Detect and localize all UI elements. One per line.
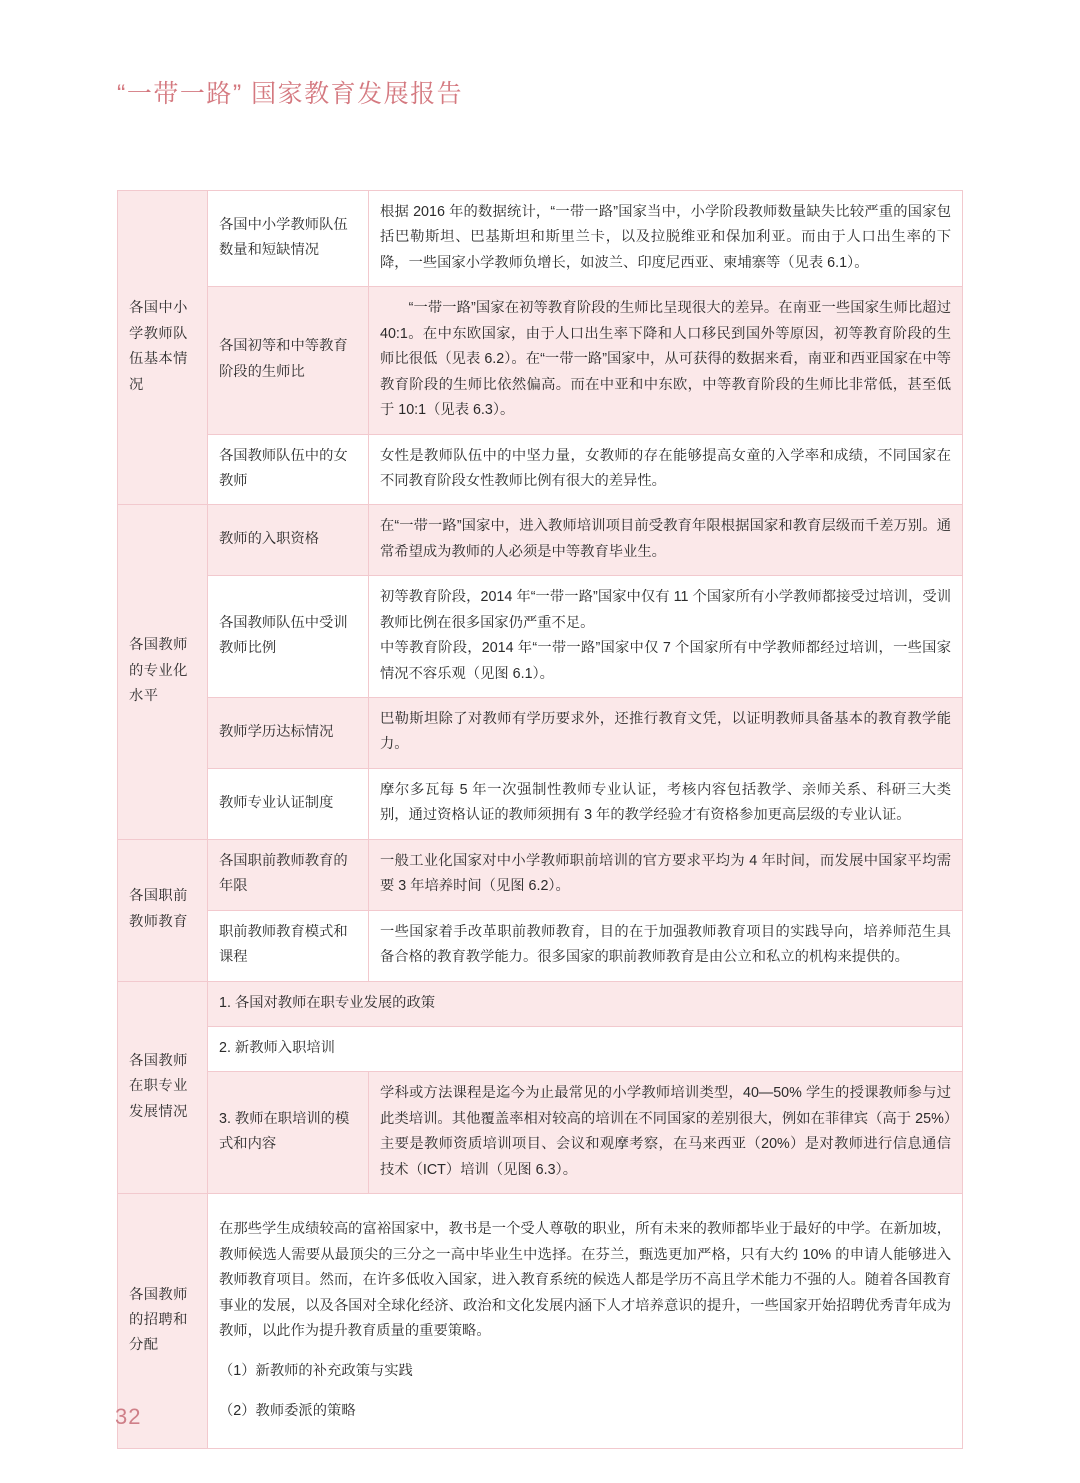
cell-subtopic: 各国教师队伍中的女教师 — [208, 434, 369, 505]
body-paragraph: 初等教育阶段，2014 年“一带一路”国家中仅有 11 个国家所有小学教师都接受过培训，受训教师比例在很多国家仍严重不足。 — [380, 589, 951, 631]
table-row — [118, 191, 963, 287]
table-row — [118, 698, 963, 769]
teacher-overview-table — [117, 190, 963, 1449]
body-paragraph: 在“一带一路”国家中，进入教师培训项目前受教育年限根据国家和教育层级而千差万别。通常希望成为教师的人必须是中等教育毕业生。 — [380, 518, 951, 560]
table-row — [118, 910, 963, 981]
cell-subtopic: 3. 教师在职培训的模式和内容 — [208, 1072, 369, 1194]
table-row — [118, 505, 963, 576]
cell-body — [369, 434, 963, 505]
cell-body — [369, 768, 963, 839]
body-paragraph: 女性是教师队伍中的中坚力量，女教师的存在能够提高女童的入学率和成绩，不同国家在不同教育阶段女性教师比例有很大的差异性。 — [380, 447, 951, 489]
cell-subtopic: 各国初等和中等教育阶段的生师比 — [208, 287, 369, 434]
cell-subtopic: 各国职前教师教育的年限 — [208, 839, 369, 910]
body-paragraph: 一般工业化国家对中小学教师职前培训的官方要求平均为 4 年时间，而发展中国家平均需要 3 年培养时间（见图 6.2）。 — [380, 852, 951, 895]
category-label: 各国中小学教师队伍基本情况 — [118, 191, 208, 505]
table-row — [118, 287, 963, 434]
table-row — [118, 1072, 963, 1194]
page-number: 32 — [115, 1404, 142, 1429]
table-row — [118, 1026, 963, 1071]
cell-body — [369, 839, 963, 910]
cell-subtopic: 各国教师队伍中受训教师比例 — [208, 576, 369, 698]
cell-body — [369, 910, 963, 981]
body-paragraph: “一带一路”国家在初等教育阶段的生师比呈现很大的差异。在南亚一些国家生师比超过 40:1。在中东欧国家，由于人口出生率下降和人口移民到国外等原因，初等教育阶段的生师比很低（见表 6.2）。在“一带一路”国家中，从可获得的数据来看，南亚和西亚国家在中等教育阶段的生师比依然偏高。而在中亚和中东欧，中等教育阶段的生师比非常低，甚至低于 10:1（见表 6.3）。 — [380, 300, 951, 419]
body-paragraph: （1）新教师的补充政策与实践 — [219, 1362, 413, 1379]
cell-list-item: 1. 各国对教师在职专业发展的政策 — [208, 981, 963, 1026]
category-label: 各国教师的招聘和分配 — [118, 1194, 208, 1449]
category-label: 各国教师的专业化水平 — [118, 505, 208, 839]
category-label: 各国教师在职专业发展情况 — [118, 981, 208, 1194]
body-paragraph: 一些国家着手改革职前教师教育，目的在于加强教师教育项目的实践导向，培养师范生具备合格的教育教学能力。很多国家的职前教师教育是由公立和私立的机构来提供的。 — [380, 923, 951, 966]
cell-body — [369, 287, 963, 434]
body-paragraph: 中等教育阶段，2014 年“一带一路”国家中仅 7 个国家所有中学教师都经过培训，一些国家情况不容乐观（见图 6.1）。 — [380, 640, 951, 682]
cell-subtopic: 职前教师教育模式和课程 — [208, 910, 369, 981]
body-paragraph: （2）教师委派的策略 — [219, 1402, 356, 1419]
cell-list-item: 2. 新教师入职培训 — [208, 1026, 963, 1071]
cell-subtopic: 教师专业认证制度 — [208, 768, 369, 839]
category-label: 各国职前教师教育 — [118, 839, 208, 981]
cell-body — [369, 1072, 963, 1194]
table-row — [118, 839, 963, 910]
cell-body — [369, 191, 963, 287]
body-paragraph: 巴勒斯坦除了对教师有学历要求外，还推行教育文凭，以证明教师具备基本的教育教学能力。 — [380, 711, 951, 753]
report-table-wrapper — [117, 190, 962, 1449]
cell-body — [208, 1194, 963, 1449]
table-row — [118, 434, 963, 505]
body-paragraph: 摩尔多瓦每 5 年一次强制性教师专业认证，考核内容包括教学、亲师关系、科研三大类别，通过资格认证的教师须拥有 3 年的教学经验才有资格参加更高层级的专业认证。 — [380, 781, 951, 824]
body-paragraph: 学科或方法课程是迄今为止最常见的小学教师培训类型，40—50% 学生的授课教师参与过此类培训。其他覆盖率相对较高的培训在不同国家的差别很大，例如在菲律宾（高于 25%）主要是教师资质培训项目、会议和观摩考察，在马来西亚（20%）是对教师进行信息通信技术（ICT）培训（见图 6.3）。 — [380, 1085, 951, 1178]
cell-body — [369, 505, 963, 576]
cell-body — [369, 698, 963, 769]
table-row — [118, 981, 963, 1026]
table-row — [118, 768, 963, 839]
cell-body — [369, 576, 963, 698]
cell-subtopic: 各国中小学教师队伍数量和短缺情况 — [208, 191, 369, 287]
body-paragraph: 在那些学生成绩较高的富裕国家中，教书是一个受人尊敬的职业，所有未来的教师都毕业于最好的中学。在新加坡，教师候选人需要从最顶尖的三分之一高中毕业生中选择。在芬兰，甄选更加严格，只有大约 10% 的申请人能够进入教师教育项目。然而，在许多低收入国家，进入教育系统的候选人都是学历不高且学术能力不强的人。随着各国教育事业的发展，以及各国对全球化经济、政治和文化发展内涵下人才培养意识的提升，一些国家开始招聘优秀青年成为教师，以此作为提升教育质量的重要策略。 — [219, 1221, 951, 1340]
table-body — [118, 191, 963, 1449]
cell-subtopic: 教师学历达标情况 — [208, 698, 369, 769]
table-row — [118, 576, 963, 698]
page-title: “一带一路” 国家教育发展报告 — [117, 80, 464, 108]
body-paragraph: 根据 2016 年的数据统计，“一带一路”国家当中，小学阶段教师数量缺失比较严重的国家包括巴勒斯坦、巴基斯坦和斯里兰卡，以及拉脱维亚和保加利亚。而由于人口出生率的下降，一些国家小学教师负增长，如波兰、印度尼西亚、柬埔寨等（见表 6.1）。 — [380, 204, 951, 271]
cell-subtopic: 教师的入职资格 — [208, 505, 369, 576]
table-row — [118, 1194, 963, 1449]
